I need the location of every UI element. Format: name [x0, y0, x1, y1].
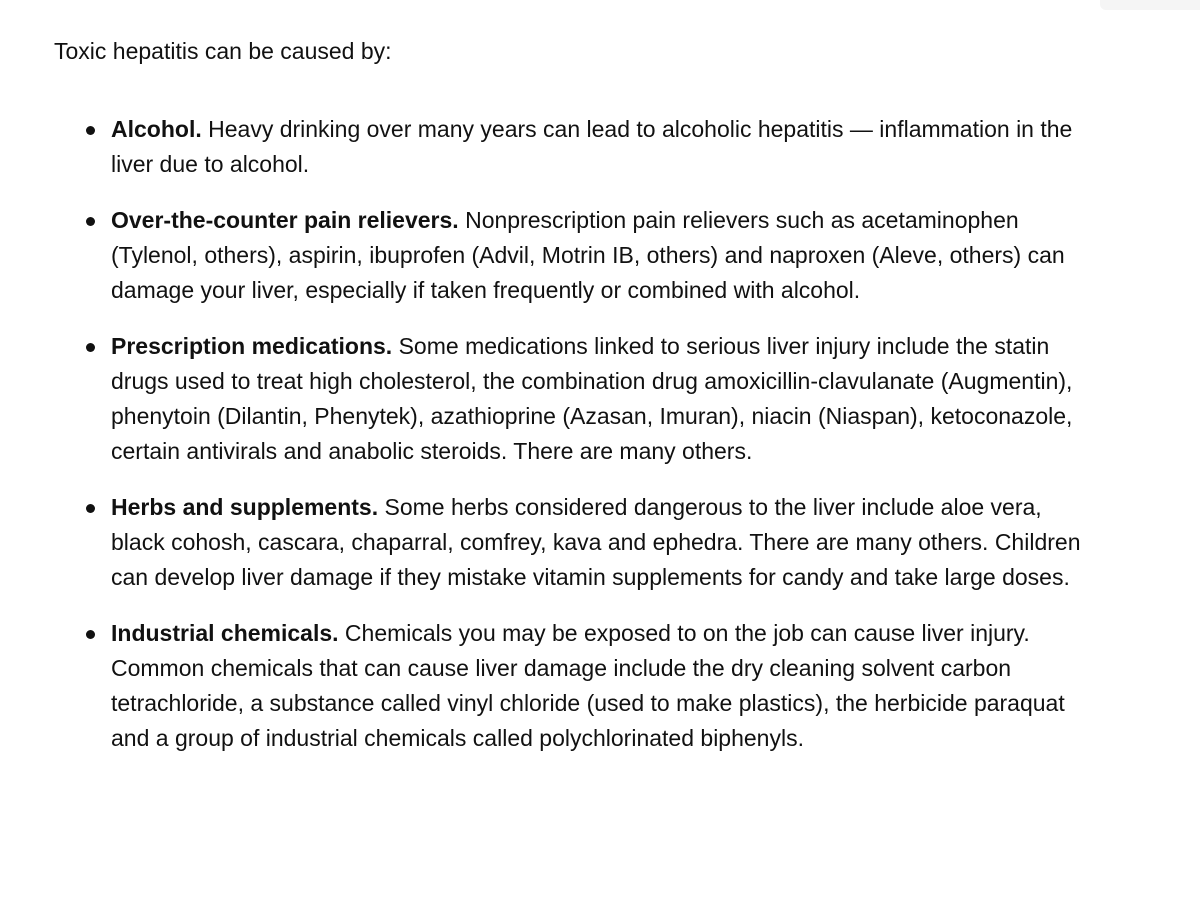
bullet-icon	[86, 217, 95, 226]
list-item	[111, 329, 1084, 469]
intro-text: Toxic hepatitis can be caused by:	[54, 38, 392, 64]
causes-list	[54, 112, 1084, 756]
list-item	[111, 490, 1084, 595]
item-text: Heavy drinking over many years can lead to alcoholic hepatitis — inflammation in the liver due to alcohol.	[111, 116, 1073, 177]
bullet-icon	[86, 504, 95, 513]
list-item	[111, 616, 1084, 756]
item-term: Alcohol.	[111, 116, 202, 142]
item-term: Herbs and supplements.	[111, 494, 379, 520]
item-term: Prescription medications.	[111, 333, 393, 359]
item-term: Over-the-counter pain relievers.	[111, 207, 459, 233]
item-term: Industrial chemicals.	[111, 620, 339, 646]
item-text: Some herbs considered dangerous to the liver include aloe vera, black cohosh, cascara, chaparral, comfrey, kava and ephedra. There are many others. Children can develop liver damage if they mistake vitamin supplements for candy and take large doses.	[111, 494, 1081, 590]
bullet-icon	[86, 630, 95, 639]
list-item	[111, 203, 1084, 308]
corner-shade	[1100, 0, 1200, 10]
list-item	[111, 112, 1084, 182]
bullet-icon	[86, 343, 95, 352]
item-text: Some medications linked to serious liver injury include the statin drugs used to treat high cholesterol, the combination drug amoxicillin-clavulanate (Augmentin), phenytoin (Dilantin, Phenytek), azathioprine (Azasan, Imuran), niacin (Niaspan), ketoconazole, certain antivirals and anabolic steroids. There are many others.	[111, 333, 1073, 464]
item-text: Chemicals you may be exposed to on the job can cause liver injury. Common chemicals that can cause liver damage include the dry cleaning solvent carbon tetrachloride, a substance called vinyl chloride (used to make plastics), the herbicide paraquat and a group of industrial chemicals called polychlorinated biphenyls.	[111, 620, 1065, 751]
item-text: Nonprescription pain relievers such as acetaminophen (Tylenol, others), aspirin, ibuprofen (Advil, Motrin IB, others) and naproxen (Aleve, others) can damage your liver, especially if taken frequently or combined with alcohol.	[111, 207, 1065, 303]
article-content	[54, 34, 1084, 777]
bullet-icon	[86, 126, 95, 135]
